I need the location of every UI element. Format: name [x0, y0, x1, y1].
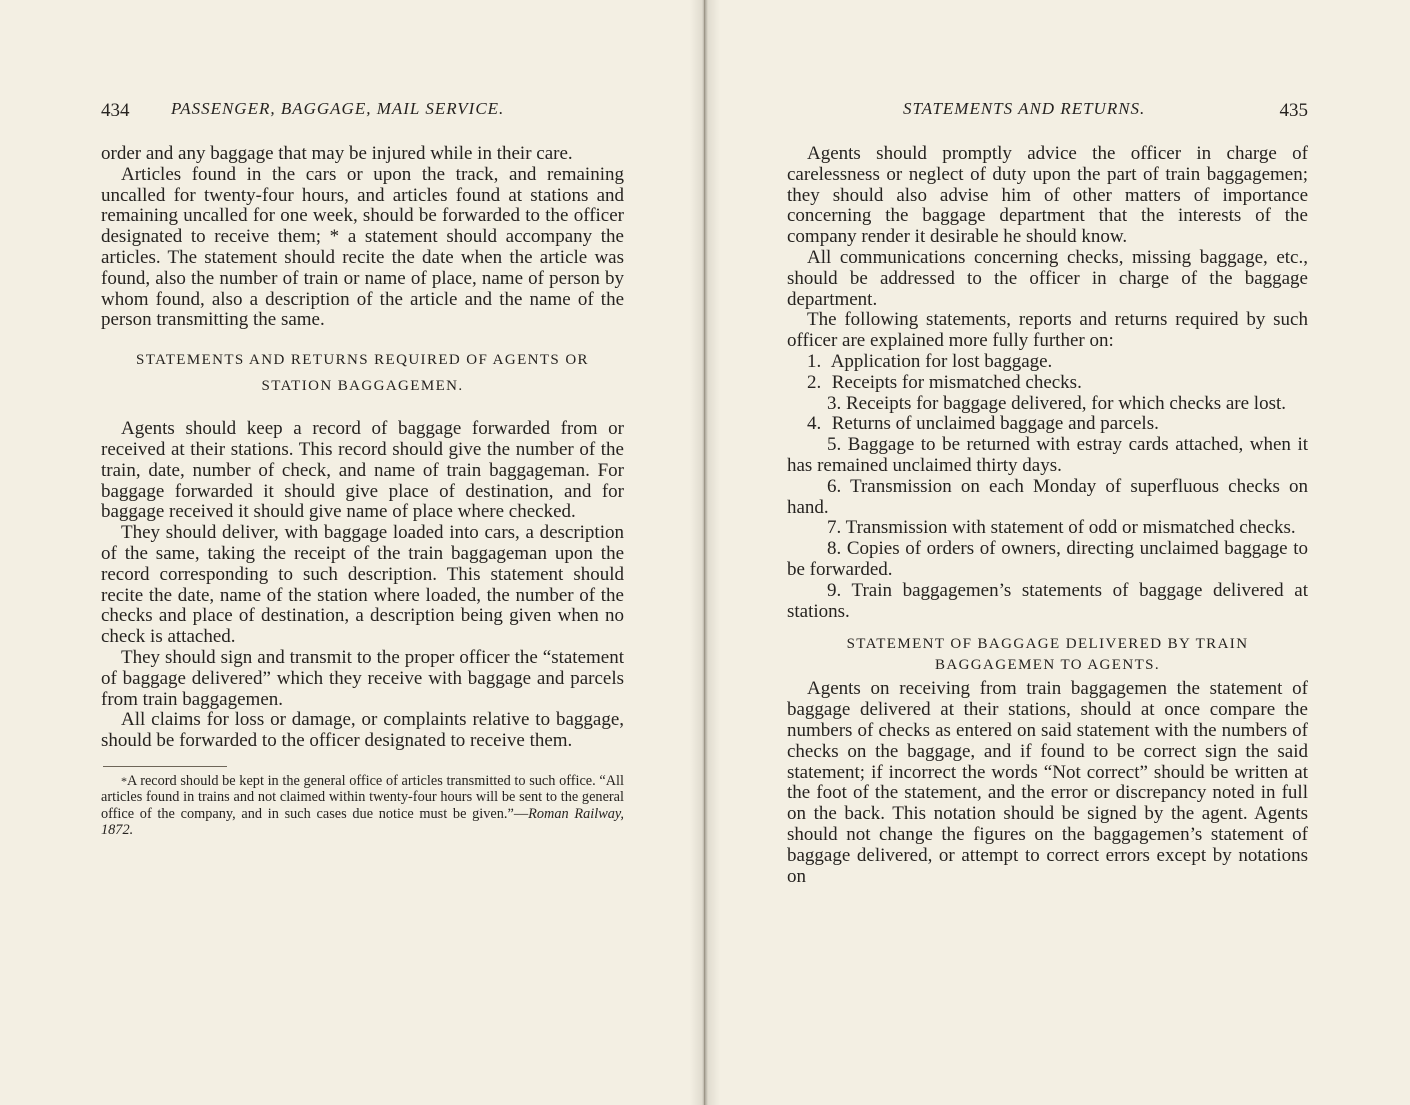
list-item: [787, 394, 1308, 415]
section-heading-statements-returns: STATEMENTS AND RETURNS REQUIRED OF AGENTS OR STATION BAGGAGEMEN.: [136, 352, 589, 395]
footnote: [101, 773, 624, 838]
paragraph-advise: Agents should promptly advice the officer in charge of carelessness or neglect of duty upon the part of train baggagemen; they should also advise him of other matters of importance concerning the baggage department that the interests of the company render it desirable he should know.: [787, 143, 1308, 248]
paragraph-following: The following statements, reports and returns required by such officer are explained more fully further on:: [787, 309, 1308, 352]
right-page: [787, 96, 1308, 887]
list-item: [787, 518, 1308, 539]
list-item-number: 2.: [807, 371, 822, 393]
paragraph-claims: All claims for loss or damage, or complaints relative to baggage, should be forwarded to the officer designated to receive them.: [101, 709, 624, 752]
left-running-head: [101, 96, 624, 126]
list-item-number: 8.: [827, 538, 842, 560]
list-item-text: Application for lost baggage.: [830, 350, 1053, 372]
list-item: [787, 352, 1308, 373]
list-item: [787, 581, 1308, 623]
list-item: [787, 435, 1308, 477]
right-page-body: [787, 144, 1308, 887]
list-item-text: Train baggagemen’s statements of baggage delivered at stations.: [787, 579, 1308, 622]
footnote-rule: [103, 766, 227, 767]
footnote-marker: *: [121, 773, 127, 788]
book-gutter-shadow: [690, 0, 720, 1105]
list-item-number: 5.: [827, 434, 842, 456]
right-running-head: [787, 96, 1308, 126]
list-item: [787, 373, 1308, 394]
list-item-text: Returns of unclaimed baggage and parcels.: [831, 413, 1159, 435]
right-running-title: STATEMENTS AND RETURNS.: [903, 99, 1146, 118]
paragraph-continued: order and any baggage that may be injured while in their care.: [101, 143, 573, 164]
list-item-number: 9.: [827, 579, 842, 601]
right-page-number: 435: [1279, 100, 1308, 121]
book-gutter-fold: [704, 0, 705, 1105]
paragraph-receiving: Agents on receiving from train baggagemen the statement of baggage delivered at their stations, should at once compare the numbers of checks as entered on said statement with the numbers of checks on the baggage, and if found to be correct sign the said statement; if incorrect the words “Not correct” should be written at the foot of the statement, and the error or discrepancy noted in full on the back. This notation should be signed by the agent. Agents should not change the figures on the baggagemen’s statement of baggage delivered, or attempt to correct errors except by notations on: [787, 678, 1308, 887]
list-item-text: Receipts for baggage delivered, for which checks are lost.: [846, 392, 1286, 414]
list-item-text: Receipts for mismatched checks.: [831, 371, 1082, 393]
paragraph-sign: They should sign and transmit to the proper officer the “statement of baggage delivered” which they receive with baggage and parcels from train baggagemen.: [101, 646, 624, 710]
left-page: [101, 96, 624, 838]
list-item-number: 7.: [827, 517, 842, 539]
list-item-number: 3.: [827, 392, 842, 414]
footnote-text: A record should be kept in the general office of articles transmitted to such office. “All articles found in trains and not claimed within twenty-four hours will be sent to the general office of the company, and in such cases due notice must be given.”—: [101, 772, 624, 822]
list-item: [787, 414, 1308, 435]
footnote-citation: Roman Railway, 1872.: [101, 805, 625, 838]
list-item-number: 1.: [807, 350, 822, 372]
list-item-text: Baggage to be returned with estray cards attached, when it has remained unclaimed thirty days.: [787, 434, 1309, 476]
list-item-text: Copies of orders of owners, directing unclaimed baggage to be forwarded.: [787, 538, 1308, 580]
paragraph-deliver: They should deliver, with baggage loaded into cars, a description of the same, taking the receipt of the train baggageman upon the record corresponding to such description. This statement should recite the date, name of the station where loaded, the number of the checks and place of destination, a description being given when no check is attached.: [101, 522, 624, 648]
footnote-paragraph: [101, 773, 624, 838]
statements-list: [787, 352, 1308, 622]
list-item-text: Transmission with statement of odd or mismatched checks.: [845, 517, 1296, 539]
left-page-body: [101, 144, 624, 838]
paragraph-communications: All communications concerning checks, missing baggage, etc., should be addressed to the officer in charge of the baggage department.: [787, 246, 1308, 310]
list-item-number: 6.: [827, 475, 842, 497]
left-page-number: 434: [101, 100, 130, 121]
list-item: [787, 539, 1308, 581]
left-running-title: PASSENGER, BAGGAGE, MAIL SERVICE.: [171, 99, 505, 118]
list-item-number: 4.: [807, 413, 822, 435]
list-item: [787, 477, 1308, 519]
section-heading-baggage-delivered: STATEMENT OF BAGGAGE DELIVERED BY TRAIN BAGGAGEMEN TO AGENTS.: [846, 636, 1249, 674]
paragraph-articles-found: Articles found in the cars or upon the track, and remaining uncalled for twenty-four hours, and articles found at stations and remaining uncalled for one week, should be forwarded to the officer designated to receive them; * a statement should accompany the articles. The statement should recite the date when the article was found, also the number of train or name of place, name of person by whom found, also a description of the article and the name of the person transmitting the same.: [101, 163, 624, 331]
paragraph-keep-record: Agents should keep a record of baggage forwarded from or received at their stations. This record should give the number of the train, date, number of check, and name of train baggageman. For baggage forwarded it should give place of destination, and for baggage received it should give name of place where checked.: [101, 418, 624, 523]
list-item-text: Transmission on each Monday of superfluous checks on hand.: [787, 475, 1308, 518]
